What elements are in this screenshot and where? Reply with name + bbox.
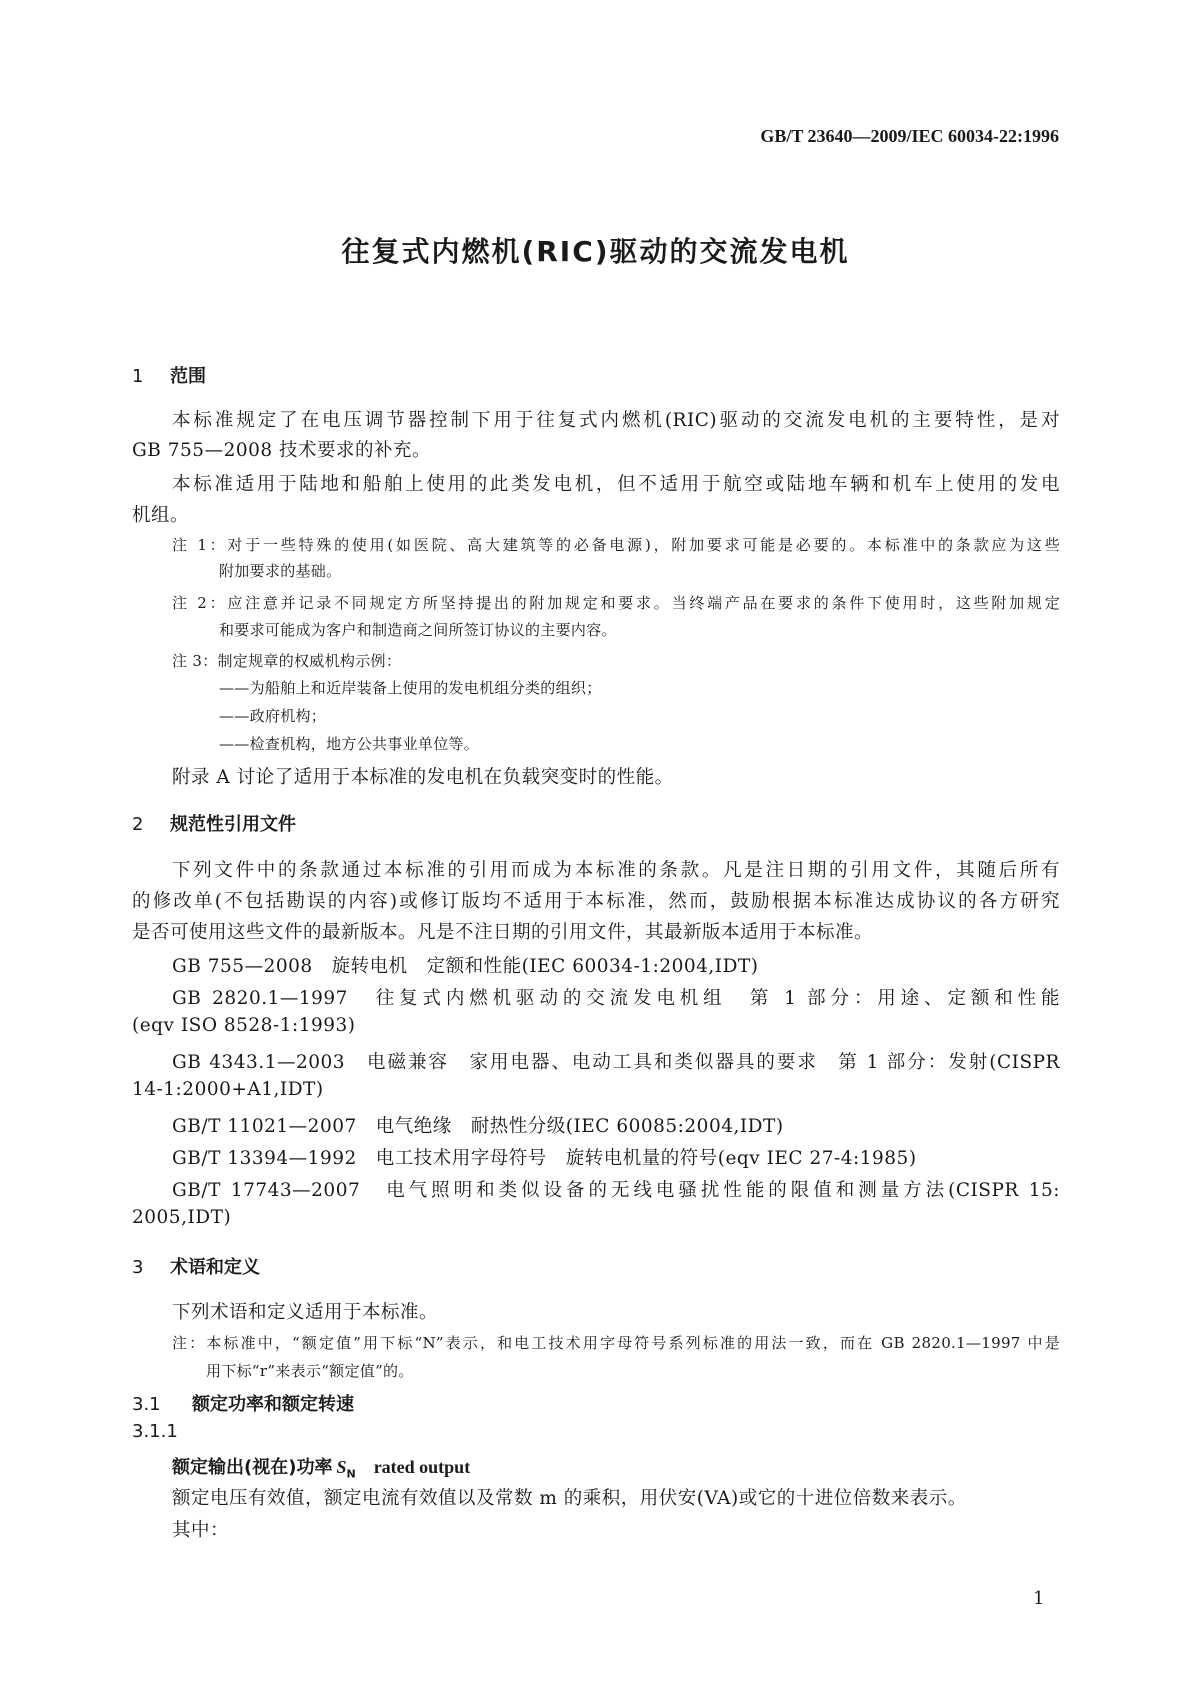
section-number: 1 bbox=[132, 366, 144, 387]
subsection-number: 3.1 bbox=[132, 1394, 161, 1415]
reference-item: GB/T 13394—1992 电工技术用字母符号 旋转电机量的符号(eqv IEC 27-4:1985) bbox=[172, 1148, 917, 1169]
subsection-number: 3.1.1 bbox=[132, 1421, 178, 1442]
list-item: ——检查机构，地方公共事业单位等。 bbox=[219, 735, 480, 753]
section-number: 2 bbox=[132, 814, 144, 835]
standard-number: GB/T 23640—2009/IEC 60034-22:1996 bbox=[760, 126, 1059, 146]
reference-item: GB 755—2008 旋转电机 定额和性能(IEC 60034-1:2004,IDT) bbox=[172, 956, 759, 977]
note-1: 注 1：对于一些特殊的使用(如医院、高大建筑等的必备电源)，附加要求可能是必要的。本标准中的条款应为这些 bbox=[172, 536, 1060, 554]
note-1-continued: 附加要求的基础。 bbox=[219, 562, 342, 580]
section-title: 术语和定义 bbox=[170, 1257, 260, 1278]
paragraph: 机组。 bbox=[132, 505, 190, 526]
term-english: rated output bbox=[373, 1457, 471, 1477]
page-number: 1 bbox=[1033, 1588, 1045, 1609]
paragraph: 的修改单(不包括勘误的内容)或修订版均不适用于本标准，然而，鼓励根据本标准达成协议的各方研究 bbox=[132, 891, 1060, 912]
paragraph: 下列文件中的条款通过本标准的引用而成为本标准的条款。凡是注日期的引用文件，其随后所有 bbox=[172, 860, 1060, 881]
paragraph: 附录 A 讨论了适用于本标准的发电机在负载突变时的性能。 bbox=[172, 767, 674, 788]
paragraph: 下列术语和定义适用于本标准。 bbox=[172, 1302, 439, 1323]
note-2: 注 2：应注意并记录不同规定方所坚持提出的附加规定和要求。当终端产品在要求的条件下使用时，这些附加规定 bbox=[172, 594, 1060, 612]
reference-item: GB/T 17743—2007 电气照明和类似设备的无线电骚扰性能的限值和测量方法(CISPR 15: bbox=[172, 1180, 1060, 1201]
paragraph: 本标准适用于陆地和船舶上使用的此类发电机，但不适用于航空或陆地车辆和机车上使用的发电 bbox=[172, 474, 1060, 495]
subsection-title: 额定功率和额定转速 bbox=[192, 1394, 354, 1415]
paragraph: 是否可使用这些文件的最新版本。凡是不注日期的引用文件，其最新版本适用于本标准。 bbox=[132, 922, 874, 943]
list-item: ——为船舶上和近岸装备上使用的发电机组分类的组织； bbox=[219, 679, 602, 697]
reference-item: GB 4343.1—2003 电磁兼容 家用电器、电动工具和类似器具的要求 第 1 部分：发射(CISPR bbox=[172, 1052, 1060, 1073]
reference-item: GB/T 11021—2007 电气绝缘 耐热性分级(IEC 60085:2004,IDT) bbox=[172, 1116, 784, 1137]
note: 注：本标准中，“额定值”用下标“N”表示，和电工技术用字母符号系列标准的用法一致，而在 GB 2820.1—1997 中是 bbox=[172, 1334, 1060, 1352]
definition: 额定电压有效值，额定电流有效值以及常数 m 的乘积，用伏安(VA)或它的十进位倍数来表示。 bbox=[172, 1488, 967, 1509]
reference-item-continued: (eqv ISO 8528-1:1993) bbox=[132, 1015, 356, 1036]
reference-item-continued: 14-1:2000+A1,IDT) bbox=[132, 1079, 324, 1100]
term-symbol: S bbox=[336, 1457, 347, 1477]
section-number: 3 bbox=[132, 1257, 144, 1278]
section-2-heading bbox=[132, 810, 296, 836]
section-3-heading bbox=[132, 1253, 260, 1279]
section-title: 范围 bbox=[170, 366, 206, 387]
paragraph: 本标准规定了在电压调节器控制下用于往复式内燃机(RIC)驱动的交流发电机的主要特性，是对 bbox=[172, 410, 1060, 431]
note-3: 注 3：制定规章的权威机构示例： bbox=[172, 652, 402, 670]
section-title: 规范性引用文件 bbox=[170, 814, 296, 835]
term-heading bbox=[172, 1453, 470, 1481]
reference-item-continued: 2005,IDT) bbox=[132, 1207, 232, 1228]
list-item: ——政府机构； bbox=[219, 707, 327, 725]
subsection-heading bbox=[132, 1390, 354, 1416]
term-subscript: N bbox=[346, 1467, 356, 1481]
page-title: 往复式内燃机(RIC)驱动的交流发电机 bbox=[341, 235, 850, 268]
note-continued: 用下标“r”来表示“额定值”的。 bbox=[206, 1362, 414, 1380]
section-1-heading bbox=[132, 362, 206, 388]
definition-where: 其中： bbox=[172, 1520, 230, 1541]
note-2-continued: 和要求可能成为客户和制造商之间所签订协议的主要内容。 bbox=[219, 621, 617, 639]
term-chinese: 额定输出(视在)功率 bbox=[172, 1457, 333, 1478]
reference-item: GB 2820.1—1997 往复式内燃机驱动的交流发电机组 第 1 部分：用途、定额和性能 bbox=[172, 988, 1060, 1009]
paragraph: GB 755—2008 技术要求的补充。 bbox=[132, 440, 432, 461]
